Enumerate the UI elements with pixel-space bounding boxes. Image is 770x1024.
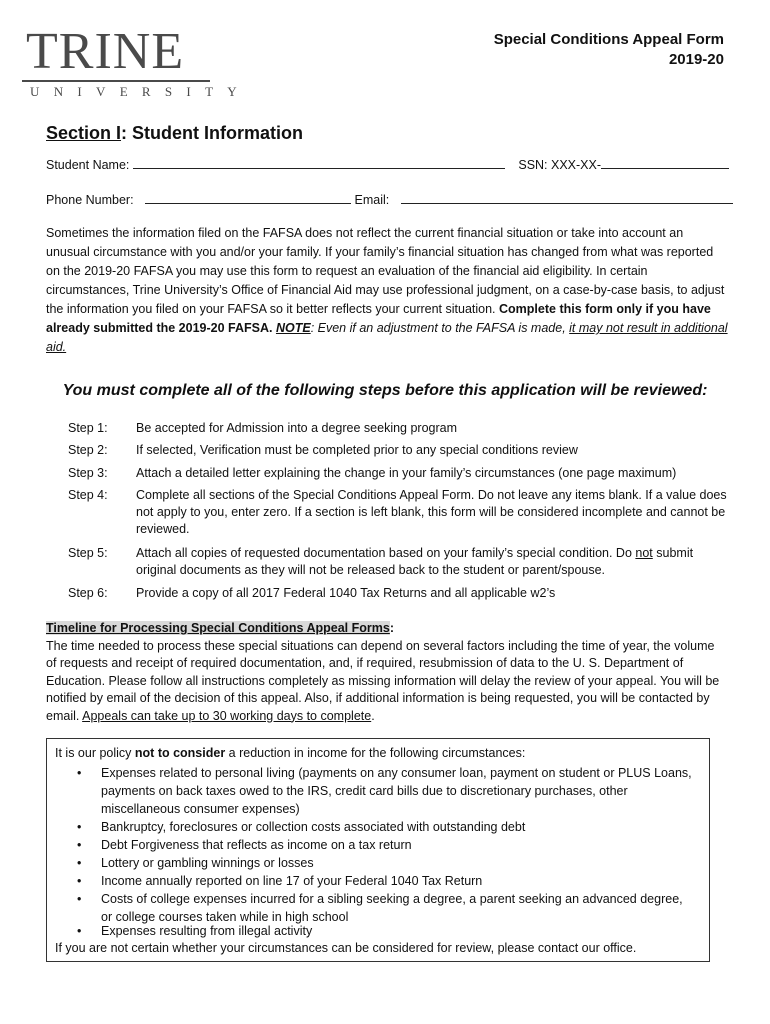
intro-text: Sometimes the information filed on the FAFSA does not reflect the current financial situation or take into account an unusual circumstance with you and/or your family. If your family’s financial situation has changed from what was reported on the 2019-20 FAFSA you may use this form to request an evaluation of the financial aid eligibility. In certain circumstances, Trine University’s Office of Financial Aid may use professional judgment, on a case-by-case basis, to adjust the information you filed on your FAFSA so it better reflects your current situation.: [46, 226, 725, 316]
email-label: Email:: [354, 193, 390, 207]
form-year: 2019-20: [668, 51, 724, 68]
step-text: Attach a detailed letter explaining the change in your family’s circumstances (one page maximum): [136, 466, 677, 480]
policy-intro-after: a reduction in income for the following circumstances:: [228, 746, 526, 760]
policy-item: [77, 890, 697, 926]
section-heading: [46, 123, 303, 144]
timeline-underlined: Appeals can take up to 30 working days to complete: [82, 708, 372, 723]
bullet-icon: •: [77, 820, 82, 834]
intro-paragraph: [46, 224, 728, 357]
contact-row: [46, 191, 733, 207]
timeline-heading: Timeline for Processing Special Conditions Appeal Forms: [46, 621, 390, 635]
policy-intro: [55, 744, 525, 762]
bullet-icon: •: [77, 766, 82, 780]
ssn-field[interactable]: [601, 156, 729, 169]
bullet-icon: •: [77, 892, 82, 906]
policy-item-text: Expenses resulting from illegal activity: [101, 924, 313, 938]
step-text: [136, 545, 728, 579]
trine-university-logo: [22, 23, 251, 100]
timeline-colon: :: [389, 621, 394, 635]
section-title: : Student Information: [121, 123, 303, 143]
step-5: [68, 545, 728, 580]
logo-wordmark: TRINE: [26, 23, 185, 80]
timeline-end: .: [371, 708, 375, 723]
policy-item: [77, 922, 697, 940]
policy-item: [77, 872, 697, 890]
note-label: NOTE: [275, 321, 311, 335]
step-label: Step 3:: [68, 466, 108, 480]
form-title: [494, 30, 724, 70]
step-text: Be accepted for Admission into a degree seeking program: [136, 421, 458, 435]
student-name-field[interactable]: [133, 156, 505, 169]
policy-item-text: Debt Forgiveness that reflects as income on a tax return: [101, 838, 412, 852]
bullet-icon: •: [77, 924, 82, 938]
phone-label: Phone Number:: [46, 193, 134, 207]
step-text: If selected, Verification must be completed prior to any special conditions review: [136, 443, 578, 457]
step-6: [68, 585, 728, 602]
timeline-body: [46, 638, 728, 726]
step-5-before: Attach all copies of requested documentation based on your family’s special condition. Do: [136, 546, 632, 560]
policy-item-text: Bankruptcy, foreclosures or collection costs associated with outstanding debt: [101, 820, 526, 834]
policy-item: [77, 836, 697, 854]
step-5-after: submit original documents as they will not be released back to the student or parent/spouse.: [136, 546, 694, 577]
email-field[interactable]: [401, 191, 733, 204]
logo-subtitle: UNIVERSITY: [30, 84, 251, 99]
policy-item: [77, 818, 697, 836]
step-label: Step 5:: [68, 546, 108, 560]
policy-item-text: Expenses related to personal living (payments on any consumer loan, payment on student or PLUS Loans, payments on back taxes owed to the IRS, credit card bills due to discretionary purchases, other miscellaneous consumer expenses): [101, 766, 692, 816]
student-name-row: [46, 156, 729, 172]
note-underlined: it may not result in additional aid.: [46, 321, 728, 354]
step-2: [68, 442, 728, 459]
step-text: Provide a copy of all 2017 Federal 1040 Tax Returns and all applicable w2’s: [136, 586, 556, 600]
step-label: Step 2:: [68, 443, 108, 457]
policy-box: [46, 738, 710, 962]
step-label: Step 4:: [68, 488, 108, 502]
logo-rule: [22, 80, 210, 82]
policy-intro-bold: not to consider: [134, 746, 226, 760]
timeline-section: [46, 620, 728, 725]
bullet-icon: •: [77, 856, 82, 870]
step-5-underlined: not: [635, 546, 653, 560]
step-3: [68, 465, 728, 482]
ssn-label: SSN: XXX-XX-: [518, 158, 602, 172]
policy-item-text: Income annually reported on line 17 of your Federal 1040 Tax Return: [101, 874, 483, 888]
step-text: Complete all sections of the Special Conditions Appeal Form. Do not leave any items blank. If a value does not apply to you, enter zero. If a section is left blank, this form will be considered incomplete and cannot be reviewed.: [136, 488, 727, 536]
form-title-text: Special Conditions Appeal Form: [493, 31, 724, 48]
bullet-icon: •: [77, 874, 82, 888]
phone-field[interactable]: [145, 191, 351, 204]
intro-bold: Complete this form only if you have already submitted the 2019-20 FAFSA.: [46, 302, 711, 335]
policy-item-text: Lottery or gambling winnings or losses: [101, 856, 314, 870]
step-1: [68, 420, 728, 437]
step-label: Step 6:: [68, 586, 108, 600]
section-label: Section I: [46, 123, 122, 143]
note-text: : Even if an adjustment to the FAFSA is made,: [310, 321, 566, 335]
policy-footer: If you are not certain whether your circumstances can be considered for review, please contact our office.: [55, 941, 637, 955]
policy-item-text: Costs of college expenses incurred for a sibling seeking a degree, a parent seeking an advanced degree, or college courses taken while in high school: [101, 892, 683, 924]
steps-heading: You must complete all of the following steps before this application will be reviewed:: [62, 382, 708, 399]
bullet-icon: •: [77, 838, 82, 852]
step-label: Step 1:: [68, 421, 108, 435]
policy-item: [77, 764, 697, 818]
timeline-text: The time needed to process these special situations can depend on several factors including the time of year, the volume of requests and receipt of required documentation, and, if required, resubmission of data to the U. S. Department of Education. Please follow all instructions completely as missing information will delay the review of your appeal. You will be notified by email of the decision of this appeal. Also, if additional information is being requested, you will be contacted by email.: [46, 638, 720, 723]
policy-item: [77, 854, 697, 872]
student-name-label: Student Name:: [46, 158, 130, 172]
policy-intro-before: It is our policy: [55, 746, 132, 760]
step-4: [68, 487, 728, 539]
